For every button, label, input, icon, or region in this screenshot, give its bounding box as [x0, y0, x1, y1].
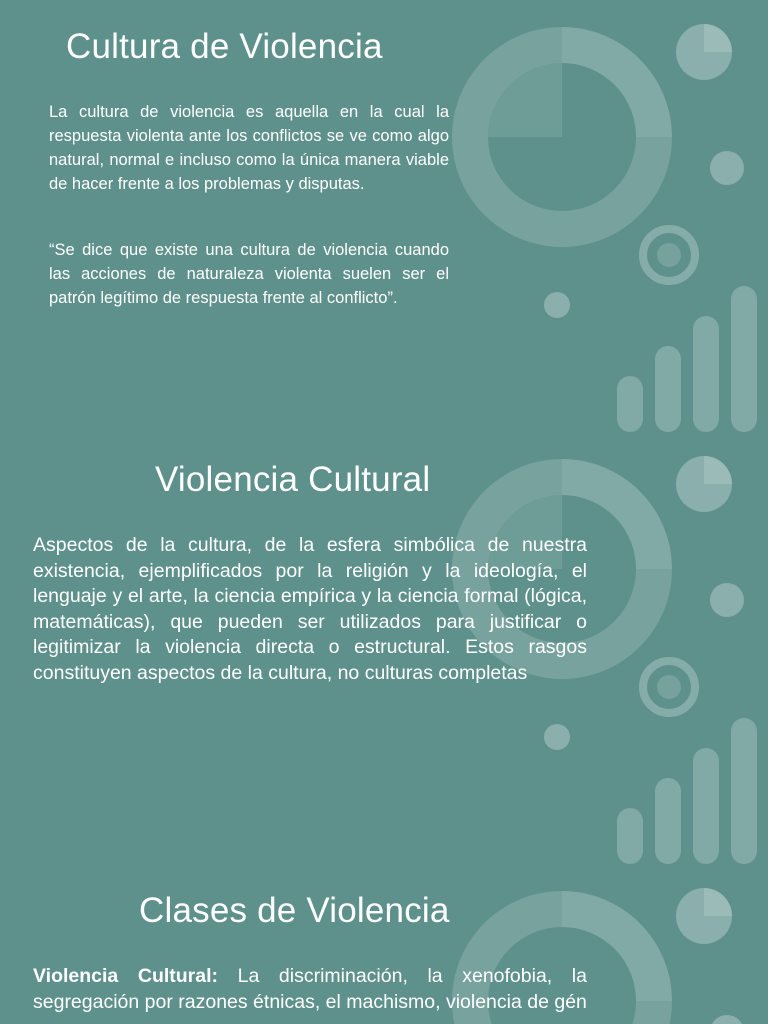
item-label: Violencia Cultural:	[33, 965, 219, 987]
item-text: La discriminación, la xenofobia, la segregación por razones étnicas, el machismo, violencia de gén	[33, 965, 587, 1013]
section-clases-de-violencia	[0, 864, 768, 1024]
list-item-violencia-cultural	[33, 964, 587, 1015]
section-title: Violencia Cultural	[155, 460, 431, 499]
quote-paragraph: “Se dice que existe una cultura de violencia cuando las acciones de naturaleza violenta suelen ser el patrón legítimo de respuesta frente al conflicto”.	[49, 241, 449, 307]
section-title: Cultura de Violencia	[66, 27, 383, 66]
section-title: Clases de Violencia	[139, 891, 450, 930]
description-paragraph: Aspectos de la cultura, de la esfera simbólica de nuestra existencia, ejemplificados por la religión y la ideología, el lenguaje y el arte, la ciencia empírica y la ciencia formal (lógica, matemáticas), que pueden ser utilizados para justificar o legitimizar la violencia directa o estructural. Estos rasgos constituyen aspectos de la cultura, no culturas completas	[33, 534, 587, 684]
section-cultura-de-violencia	[0, 0, 768, 432]
section-violencia-cultural	[0, 432, 768, 864]
definition-paragraph: La cultura de violencia es aquella en la cual la respuesta violenta ante los conflictos se ve como algo natural, normal e incluso como la única manera viable de hacer frente a los problemas y disputas.	[49, 103, 449, 193]
